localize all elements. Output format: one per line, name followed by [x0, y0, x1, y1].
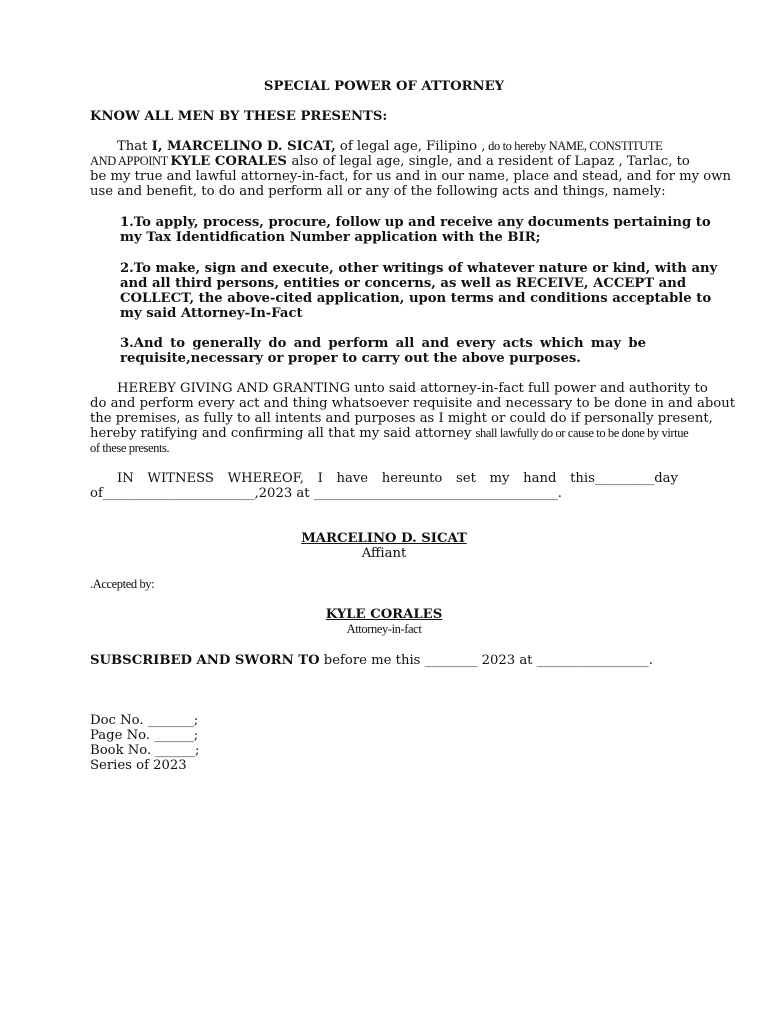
granting-text: shall lawfully do or cause to be done by virtue: [475, 426, 689, 440]
witness-line: IN WITNESS WHEREOF, I have hereunto set my hand this_________day: [117, 471, 678, 486]
list-item-line: requisite,necessary or proper to carry out the above purposes.: [120, 351, 581, 366]
intro-text: That: [117, 139, 152, 154]
accepted-by-label: .Accepted by:: [90, 577, 155, 591]
jurat-line: [90, 653, 653, 668]
list-item-line: 3.And to generally do and perform all and every acts which may be: [120, 336, 646, 351]
doc-number: Doc No. _______;: [90, 713, 199, 728]
page-number: Page No. ______;: [90, 728, 199, 743]
principal-name: I, MARCELINO D. SICAT,: [151, 139, 336, 154]
granting-line: HEREBY GIVING AND GRANTING unto said attorney-in-fact full power and authority to: [117, 381, 708, 396]
intro-line-3: be my true and lawful attorney-in-fact, for us and in our name, place and stead, and for my own: [90, 169, 731, 184]
notarial-register: [90, 713, 199, 773]
intro-text: do to hereby NAME, CONSTITUTE: [485, 139, 663, 153]
intro-text: of legal age, Filipino ,: [335, 139, 486, 154]
granting-line: do and perform every act and thing whatsoever requisite and necessary to be done in and about: [90, 396, 736, 411]
granting-line: of these presents.: [90, 441, 170, 455]
affiant-role: Affiant: [361, 546, 407, 561]
granting-text: hereby ratifying and confirming all that my said attorney: [90, 426, 476, 441]
attorney-role: Attorney-in-fact: [346, 622, 422, 636]
jurat-text: before me this ________ 2023 at _________________.: [319, 653, 653, 668]
list-item-line: my said Attorney-In-Fact: [120, 306, 303, 321]
list-item-line: COLLECT, the above-cited application, upon terms and conditions acceptable to: [120, 291, 712, 306]
attorney-name-inline: KYLE CORALES: [170, 154, 292, 169]
intro-text: also of legal age, single, and a resident of Lapaz , Tarlac, to: [291, 154, 690, 169]
intro-text: AND APPOINT: [90, 154, 171, 168]
list-item: [120, 215, 711, 245]
granting-paragraph: [90, 381, 736, 456]
affiant-name: MARCELINO D. SICAT: [301, 531, 467, 546]
opening-heading: KNOW ALL MEN BY THESE PRESENTS:: [90, 109, 388, 124]
granting-line: [90, 426, 689, 441]
list-item-line: 1.To apply, process, procure, follow up and receive any documents pertaining to: [120, 215, 711, 230]
list-item-line: and all third persons, entities or concerns, as well as RECEIVE, ACCEPT and: [120, 276, 687, 291]
list-item-line: my Tax Identidfication Number application with the BIR;: [120, 230, 541, 245]
intro-line-1: [90, 139, 678, 154]
intro-paragraph: [90, 139, 731, 199]
list-item-line: 2.To make, sign and execute, other writings of whatever nature or kind, with any: [120, 261, 718, 276]
document-title: SPECIAL POWER OF ATTORNEY: [263, 79, 505, 94]
jurat-heading: SUBSCRIBED AND SWORN TO: [90, 653, 320, 668]
list-item: [120, 336, 646, 366]
book-number: Book No. ______;: [90, 743, 200, 758]
intro-line-2: [90, 154, 690, 169]
witness-line: of_______________________,2023 at _____________________________________.: [90, 486, 562, 501]
intro-line-4: use and benefit, to do and perform all or any of the following acts and things, namely:: [90, 184, 666, 199]
series-year: Series of 2023: [90, 758, 187, 773]
granting-line: the premises, as fully to all intents and purposes as I might or could do if personally present,: [90, 411, 713, 426]
witness-paragraph: [90, 471, 678, 501]
attorney-name: KYLE CORALES: [325, 607, 443, 622]
list-item: [120, 261, 718, 321]
